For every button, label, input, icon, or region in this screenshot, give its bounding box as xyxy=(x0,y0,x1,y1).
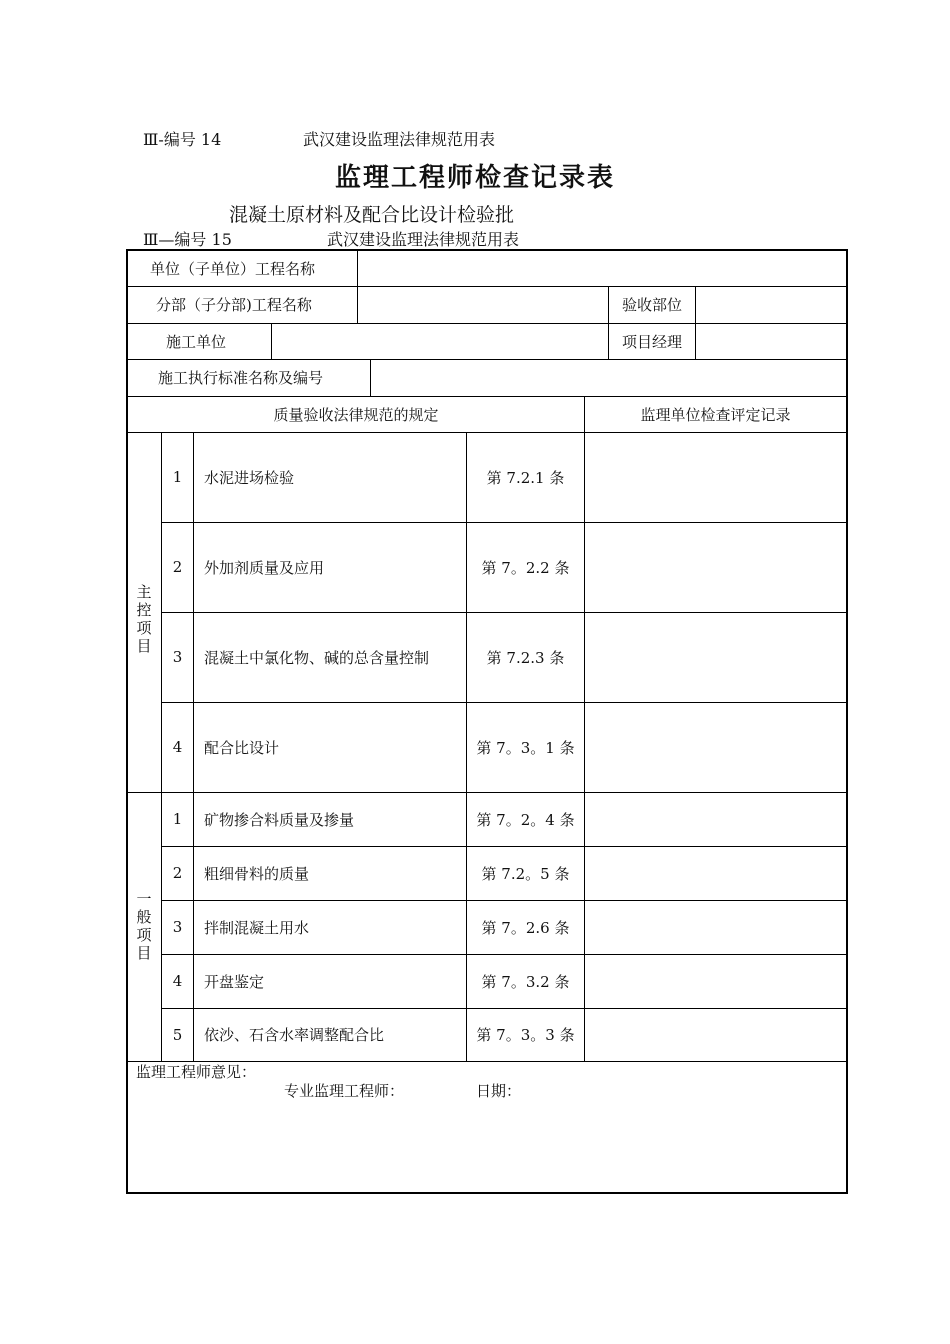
supervising-engineer-label: 专业监理工程师： xyxy=(284,1082,405,1100)
standard-name-field[interactable] xyxy=(371,359,846,396)
general-item-name: 开盘鉴定 xyxy=(204,972,265,991)
general-item-no: 2 xyxy=(172,864,183,882)
main-item-no: 1 xyxy=(172,468,183,486)
general-items-label: 一般项目 xyxy=(136,890,152,962)
general-item-record-field[interactable] xyxy=(585,1008,846,1061)
main-item-name: 混凝土中氯化物、碱的总含量控制 xyxy=(204,648,430,667)
engineer-opinion-field[interactable] xyxy=(128,1101,846,1191)
form-source-1: 武汉建设监理法律规范用表 xyxy=(303,130,496,149)
project-manager-field[interactable] xyxy=(696,323,846,359)
sub-project-name-label: 分部（子分部)工程名称 xyxy=(156,296,312,314)
main-item-record-field[interactable] xyxy=(585,612,846,702)
standard-name-label: 施工执行标准名称及编号 xyxy=(158,369,324,387)
general-item-clause: 第 7。2。4 条 xyxy=(476,810,575,829)
engineer-opinion-label: 监理工程师意见： xyxy=(136,1063,257,1081)
general-item-clause: 第 7。2.6 条 xyxy=(481,918,570,937)
main-item-name: 外加剂质量及应用 xyxy=(204,558,325,577)
general-item-no: 3 xyxy=(172,918,183,936)
inspection-form-table xyxy=(126,249,848,1194)
main-item-clause: 第 7.2.3 条 xyxy=(486,648,565,667)
main-item-record-field[interactable] xyxy=(585,702,846,792)
general-item-record-field[interactable] xyxy=(585,954,846,1008)
form-code-2: Ⅲ—编号 15 xyxy=(143,230,232,249)
general-item-name: 依沙、石含水率调整配合比 xyxy=(204,1026,385,1044)
page-subtitle: 混凝土原材料及配合比设计检验批 xyxy=(229,204,515,226)
main-item-clause: 第 7。2.2 条 xyxy=(481,558,570,577)
general-item-no: 5 xyxy=(172,1025,183,1044)
general-item-no: 4 xyxy=(172,972,183,990)
regulation-column-header: 质量验收法律规范的规定 xyxy=(273,405,439,424)
main-item-no: 3 xyxy=(172,648,183,666)
general-item-name: 粗细骨料的质量 xyxy=(204,864,310,883)
project-manager-label: 项目经理 xyxy=(621,332,682,351)
main-item-record-field[interactable] xyxy=(585,522,846,612)
page-title: 监理工程师检查记录表 xyxy=(334,163,615,193)
acceptance-part-field[interactable] xyxy=(696,286,846,323)
main-item-clause: 第 7。3。1 条 xyxy=(476,738,575,757)
date-label: 日期： xyxy=(476,1082,522,1100)
general-item-name: 拌制混凝土用水 xyxy=(204,918,310,937)
form-source-2: 武汉建设监理法律规范用表 xyxy=(327,230,520,249)
general-item-clause: 第 7。3。3 条 xyxy=(476,1026,575,1044)
main-items-label: 主控项目 xyxy=(136,583,152,655)
main-item-no: 2 xyxy=(172,558,183,576)
main-item-record-field[interactable] xyxy=(585,432,846,522)
general-item-record-field[interactable] xyxy=(585,900,846,954)
main-item-name: 水泥进场检验 xyxy=(204,468,295,487)
general-item-record-field[interactable] xyxy=(585,792,846,846)
general-item-record-field[interactable] xyxy=(585,846,846,900)
main-item-no: 4 xyxy=(172,738,183,756)
record-column-header: 监理单位检查评定记录 xyxy=(640,405,791,424)
general-item-no: 1 xyxy=(172,810,183,828)
main-item-clause: 第 7.2.1 条 xyxy=(486,468,565,487)
unit-project-name-label: 单位（子单位）工程名称 xyxy=(150,260,316,278)
acceptance-part-label: 验收部位 xyxy=(621,296,682,314)
general-item-name: 矿物掺合料质量及掺量 xyxy=(204,810,355,829)
construction-unit-field[interactable] xyxy=(272,323,608,359)
sub-project-name-field[interactable] xyxy=(358,286,608,323)
main-item-name: 配合比设计 xyxy=(204,738,280,757)
form-code-1: Ⅲ-编号 14 xyxy=(143,130,222,149)
unit-project-name-field[interactable] xyxy=(358,251,846,286)
general-item-clause: 第 7.2。5 条 xyxy=(481,864,570,883)
construction-unit-label: 施工单位 xyxy=(166,332,227,351)
general-item-clause: 第 7。3.2 条 xyxy=(481,972,570,991)
